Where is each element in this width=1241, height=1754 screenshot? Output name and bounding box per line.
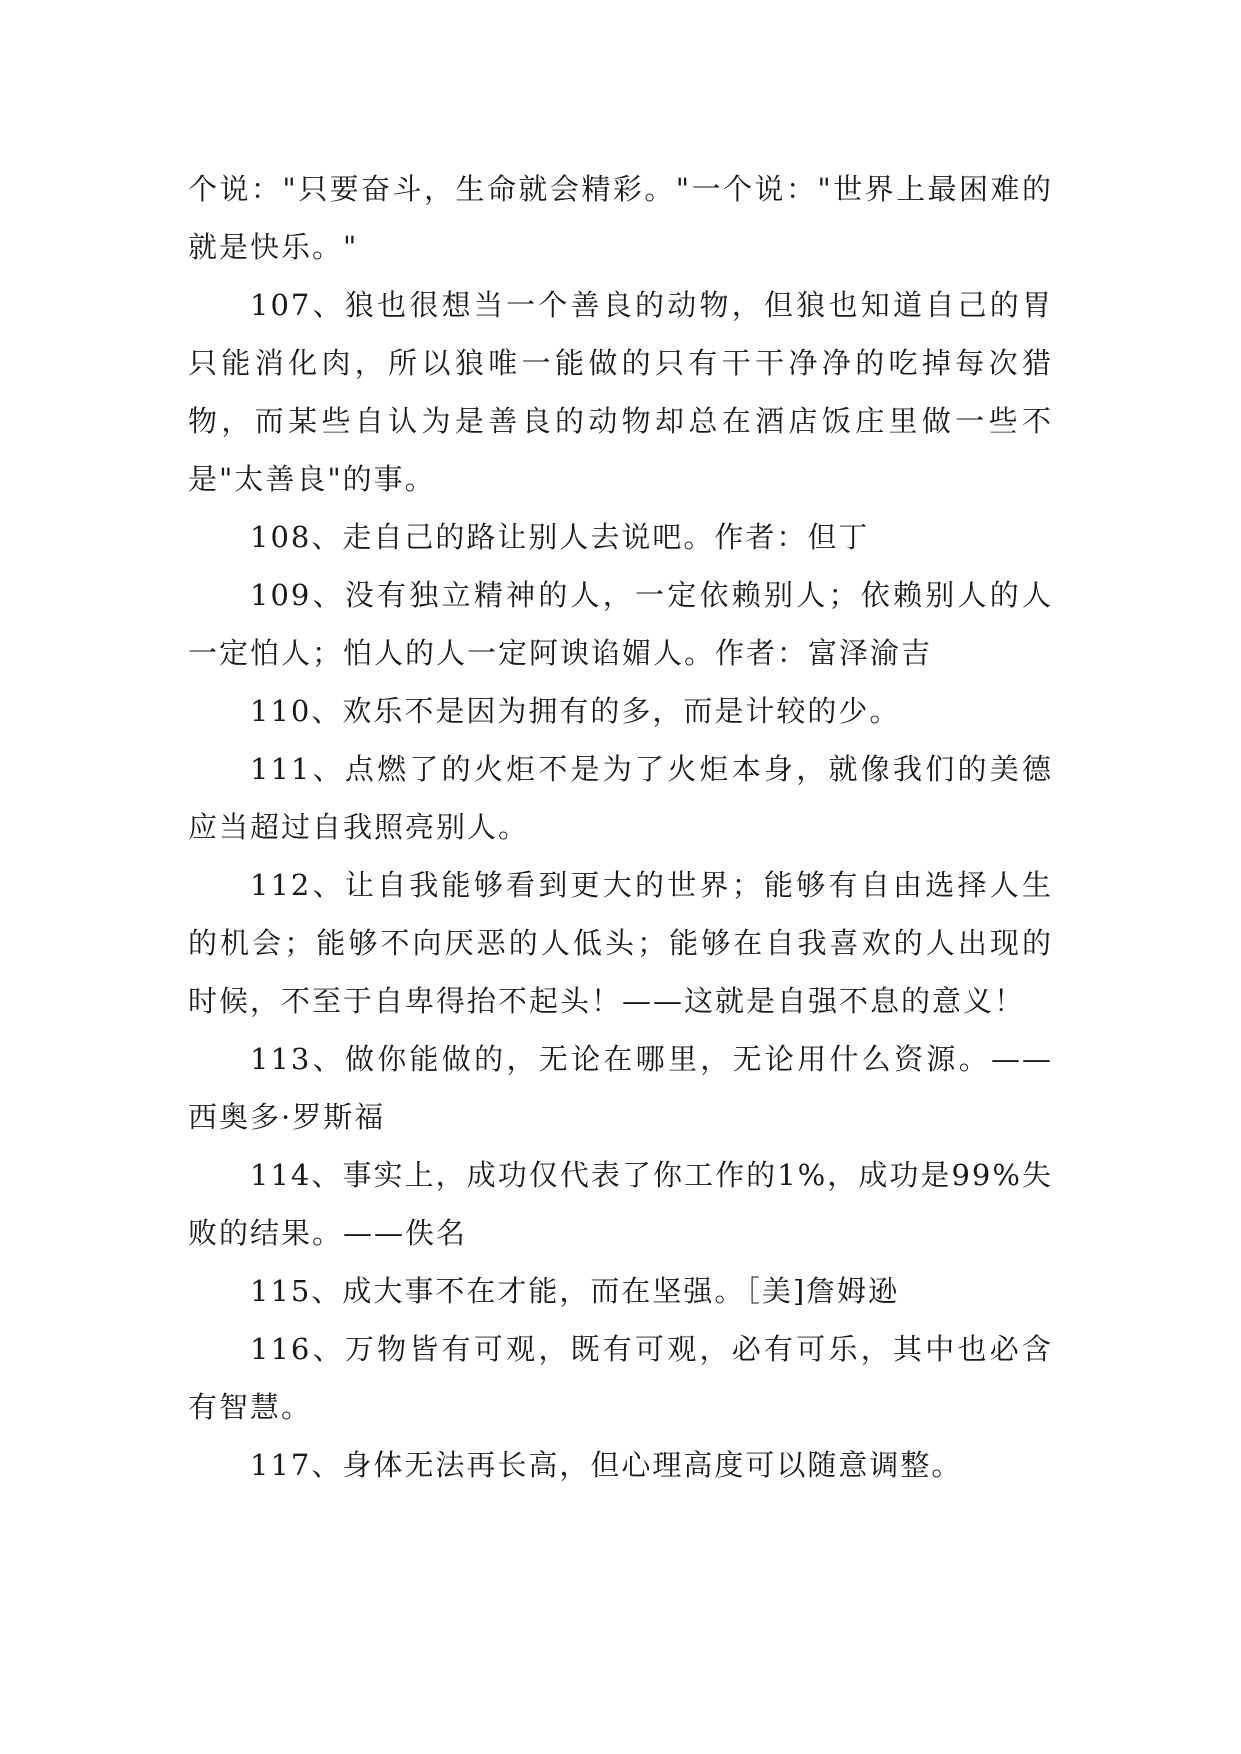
paragraph-108: 108、走自己的路让别人去说吧。作者：但丁	[250, 520, 870, 554]
paragraph-111: 111、点燃了的火炬不是为了火炬本身，就像我们的美德应当超过自我照亮别人。	[188, 752, 1053, 844]
paragraph-114: 114、事实上，成功仅代表了你工作的1%，成功是99%失败的结果。——佚名	[188, 1158, 1053, 1250]
paragraph-112: 112、让自我能够看到更大的世界；能够有自由选择人生的机会；能够不向厌恶的人低头；能够在自我喜欢的人出现的时候，不至于自卑得抬不起头！——这就是自强不息的意义！	[188, 868, 1053, 1018]
paragraph-110: 110、欢乐不是因为拥有的多，而是计较的少。	[250, 694, 901, 728]
paragraph-117: 117、身体无法再长高，但心理高度可以随意调整。	[250, 1448, 963, 1482]
paragraph-116: 116、万物皆有可观，既有可观，必有可乐，其中也必含有智慧。	[188, 1332, 1053, 1424]
paragraph-113: 113、做你能做的，无论在哪里，无论用什么资源。——西奥多·罗斯福	[188, 1042, 1053, 1134]
paragraph-107: 107、狼也很想当一个善良的动物，但狼也知道自己的胃只能消化肉，所以狼唯一能做的只有干干净净的吃掉每次猎物，而某些自认为是善良的动物却总在酒店饭庄里做一些不是"太善良"的事。	[188, 288, 1053, 496]
document-body	[188, 160, 1053, 1494]
paragraph-109: 109、没有独立精神的人，一定依赖别人；依赖别人的人一定怕人；怕人的人一定阿谀谄媚人。作者：富泽渝吉	[188, 578, 1053, 670]
paragraph-continuation: 个说："只要奋斗，生命就会精彩。"一个说："世界上最困难的就是快乐。"	[188, 172, 1053, 264]
paragraph-115: 115、成大事不在才能，而在坚强。［美]詹姆逊	[250, 1274, 900, 1308]
